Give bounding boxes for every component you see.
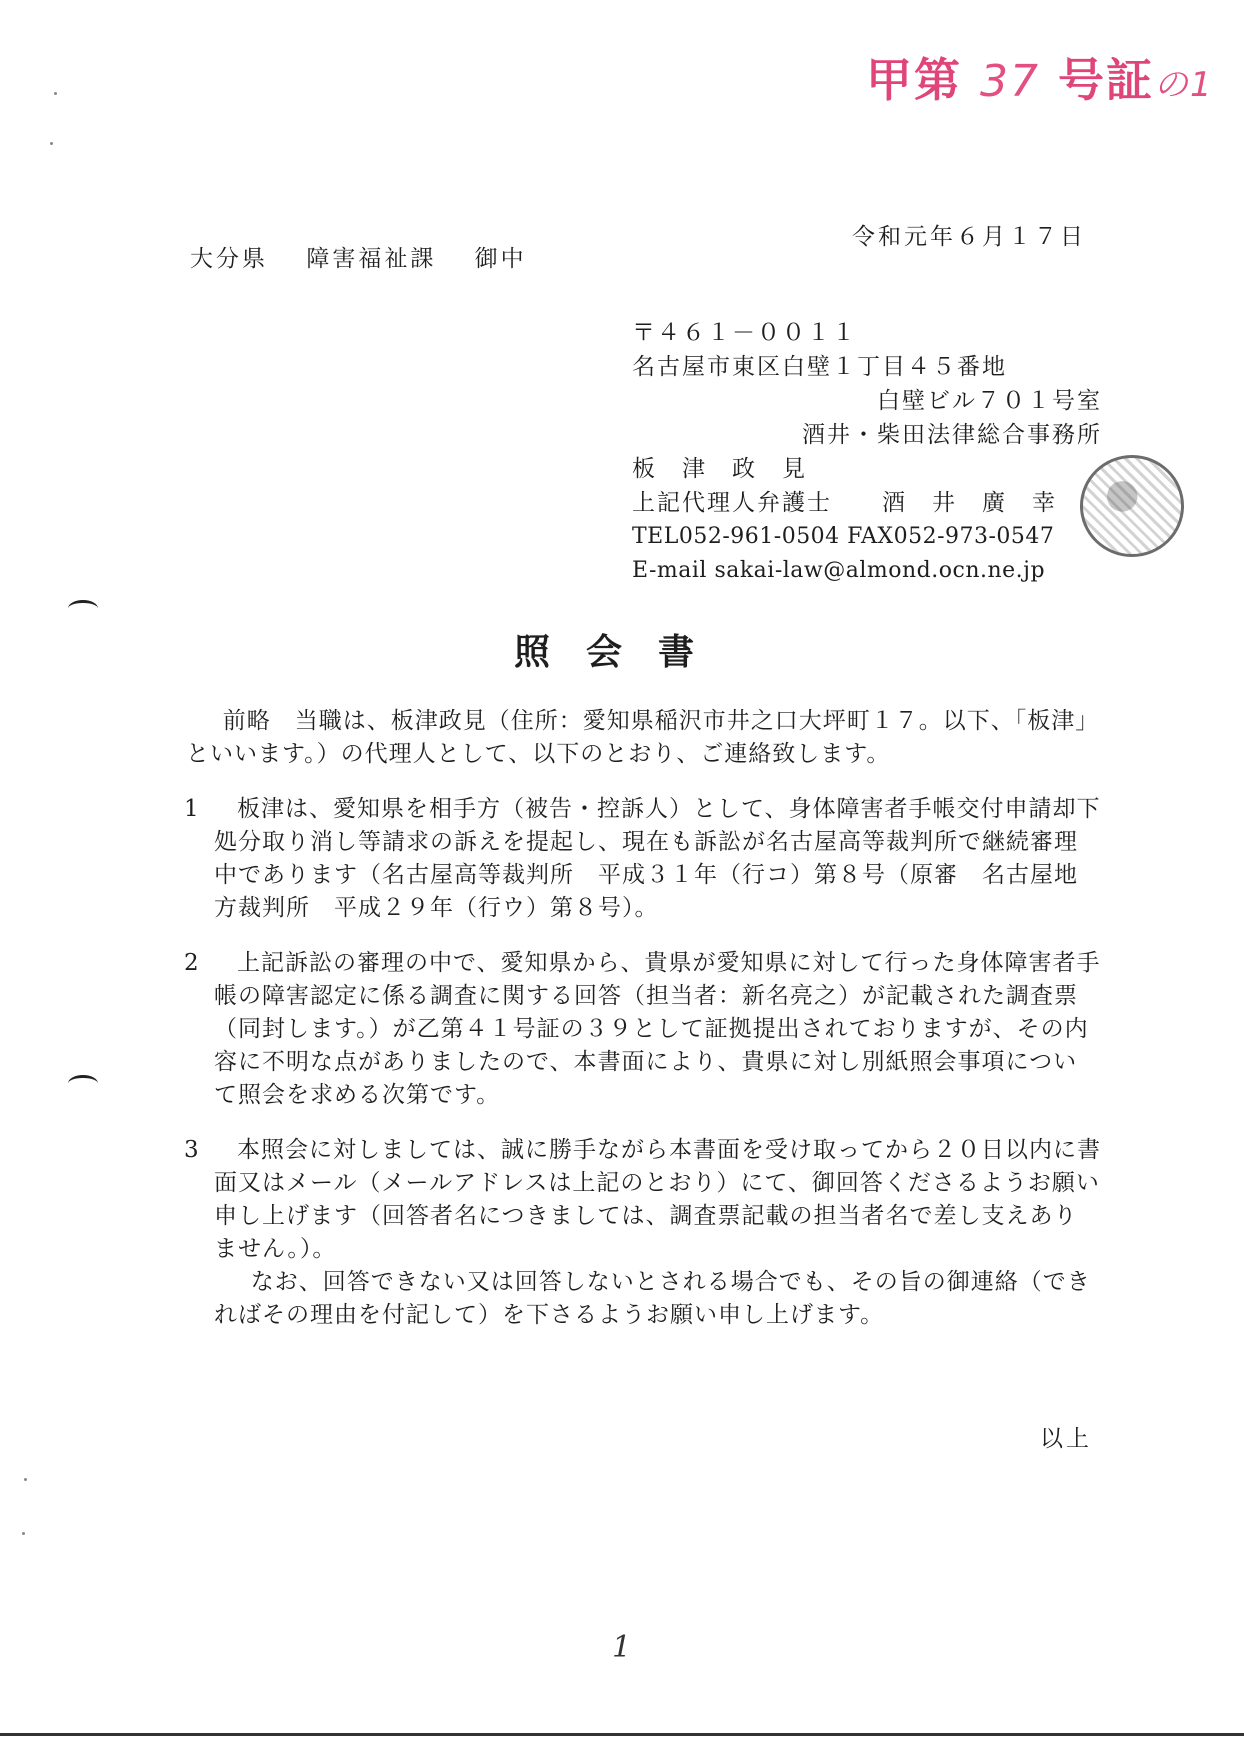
punch-hole-mark: [68, 600, 98, 617]
exhibit-stamp: [866, 44, 1214, 110]
closing-mark: 以上: [1040, 1426, 1092, 1452]
item-number: 2: [184, 950, 200, 976]
sender-email: E-mail sakai-law@almond.ocn.ne.jp: [632, 558, 1046, 583]
sender-block: [632, 316, 1102, 588]
item-text: 上記訴訟の審理の中で、愛知県から、貴県が愛知県に対して行った身体障害者手帳の障害認定に係る調査に関する回答（担当者：新名亮之）が記載された調査票（同封します。）が乙第４１号証の３９として証拠提出されておりますが、その内容に不明な点がありましたので、本書面により、貴県に対し別紙照会事項について照会を求める次第です。: [214, 950, 1101, 1108]
exhibit-stamp-suffix: 号証: [1058, 53, 1155, 107]
sender-tel-fax: TEL052-961-0504 FAX052-973-0547: [632, 524, 1055, 549]
exhibit-stamp-branch: の1: [1154, 65, 1214, 105]
exhibit-stamp-number: 37: [980, 56, 1041, 107]
lawyer-seal: [1080, 455, 1184, 557]
document-body: [186, 705, 1101, 1354]
addressee-department: 障害福祉課: [306, 246, 437, 272]
sender-address-line2: 白壁ビル７０１号室: [877, 388, 1102, 414]
scan-speck: [24, 1478, 27, 1481]
item-number: 3: [184, 1137, 200, 1163]
scan-speck: [50, 142, 53, 145]
sender-agent-name: 上記代理人弁護士 酒 井 廣 幸: [632, 490, 1057, 516]
exhibit-stamp-prefix: 甲第: [866, 53, 962, 107]
list-item: [186, 1134, 1101, 1332]
sender-postal-code: 〒４６１－００１１: [632, 320, 857, 346]
scan-edge-line: [0, 1733, 1244, 1736]
document-date: 令和元年６月１７日: [852, 224, 1086, 250]
punch-hole-mark: [68, 1075, 98, 1092]
list-item: [186, 793, 1101, 925]
item-text: 板津は、愛知県を相手方（被告・控訴人）として、身体障害者手帳交付申請却下処分取り消し等請求の訴えを提起し、現在も訴訟が名古屋高等裁判所で継続審理中であります（名古屋高等裁判所 平成３１年（行コ）第８号（原審 名古屋地方裁判所 平成２９年（行ウ）第８号）。: [214, 796, 1101, 921]
addressee: [190, 240, 555, 273]
scan-speck: [54, 92, 57, 95]
scan-speck: [22, 1532, 25, 1535]
item-additional-note: なお、回答できない又は回答しないとされる場合でも、その旨の御連絡（できればその理由を付記して）を下さるようお願い申し上げます。: [214, 1269, 1091, 1328]
sender-address-line1: 名古屋市東区白壁１丁目４５番地: [632, 354, 1007, 380]
list-item: [186, 947, 1101, 1112]
item-number: 1: [184, 796, 200, 822]
addressee-honorific: 御中: [474, 246, 527, 272]
document-title: 照会書: [513, 631, 730, 673]
addressee-prefecture: 大分県: [190, 246, 268, 272]
sender-office-name: 酒井・柴田法律総合事務所: [802, 422, 1102, 448]
sender-client-name: 板 津 政 見: [632, 456, 807, 482]
item-text: 本照会に対しましては、誠に勝手ながら本書面を受け取ってから２０日以内に書面又はメール（メールアドレスは上記のとおり）にて、御回答くださるようお願い申し上げます（回答者名につきましては、調査票記載の担当者名で差し支えありません。）。: [214, 1137, 1101, 1262]
intro-paragraph: 前略 当職は、板津政見（住所：愛知県稲沢市井之口大坪町１７。以下、「板津」といいます。）の代理人として、以下のとおり、ご連絡致します。: [186, 708, 1100, 767]
page-number: 1: [612, 1630, 632, 1665]
